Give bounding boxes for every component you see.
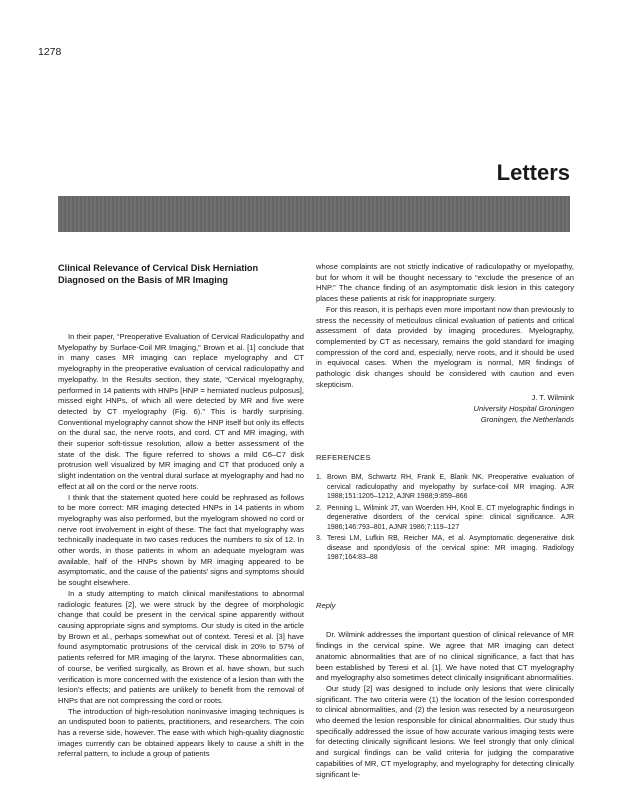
reply-paragraph: Our study [2] was designed to include only lesions that were clinically significant. The two criteria were (1) the location of the lesion corresponded to clinical abnormalities, and (2) the lesion was resected by a neurosurgeon who deemed the lesion responsible for clinical abnormalities. Our study thus specifically addressed the issue of how accurate various imaging tests were for detecting clinically significant lesions. We feel strongly that only clinical and surgical findings can be valid criteria for judging the comparative capabilities of MR, CT myelography, and myelography for detecting clinically significant le- (316, 683, 574, 779)
reference-number: 1. (316, 474, 322, 482)
body-paragraph: whose complaints are not strictly indicative of radiculopathy or myelopathy, but for whom it will be thought necessary to “exclude the presence of an HNP.” The chance finding of an asymptomatic disk lesion in this category places these patients at risk for inappropriate surgery. (316, 262, 574, 304)
body-paragraph: For this reason, it is perhaps even more important now than previously to stress the necessity of meticulous clinical evaluation of patients and critical assessment of data provided by imaging procedures. Myelography, complemented by CT as necessary, remains the gold standard for imaging compression of the cord and, especially, nerve roots, and it should be used in equivocal cases. When the myelogram is normal, MR findings of pathologic disk changes should be considered with caution and even skepticism. (316, 304, 574, 389)
body-paragraph: In their paper, “Preoperative Evaluation of Cervical Radiculopathy and Myelopathy by Surface-Coil MR Imaging,” Brown et al. [1] conclude that in many cases MR imaging can replace myelography and CT myelography in the preoperative evaluation of cervical radiculopathy and myelopathy. In the Results section, they state, “Cervical myelography, performed in 14 patients with HNPs [HNP = herniated nucleus pulposus], missed eight HNPs, of which all were detected by MR and five were detected by CT myelography (Fig. 6).” This is hardly surprising. Conventional myelography cannot show the HNP itself but only its effects on the dural sac, the nerve roots, and cord. CT and MR imaging, with their superior soft-tissue resolution, allow a better assessment of the state of the disk. The figure referred to shows a mild C6–C7 disk protrusion well visualized by MR imaging and CT that produced only a slight indentation on the ventral dural surface at myelography and had no effect at all on the cord or the nerve roots. (58, 332, 304, 491)
reference-text: Penning L, Wilmink JT, van Woerden HH, Knol E. CT myelographic findings in degenerative disorders of the cervical spine: clinical significance. AJR 1986;146:793–801, AJNR 1986;7:119–127 (327, 504, 574, 531)
reply-paragraph: Dr. Wilmink addresses the important question of clinical relevance of MR findings in the cervical spine. We agree that MR imaging can detect anatomic abnormalities that are of no clinical significance, a fact that has been established by Teresi et al. [1]. We have noted that CT myelography and myelography also sometimes detect clinically insignificant abnormalities. (316, 630, 574, 683)
author-affiliation: University Hospital Groningen (473, 404, 574, 414)
reference-item (316, 473, 574, 502)
reference-item (316, 534, 574, 563)
reference-text: Brown BM, Schwartz RH, Frank E, Blank NK. Preoperative evaluation of cervical radiculopathy and myelopathy by surface-coil MR imaging. AJR 1988;151:1205–1212, AJNR 1988;9:859–866 (327, 474, 574, 501)
left-column (58, 262, 304, 760)
reference-item (316, 504, 574, 533)
reply-heading: Reply (316, 600, 336, 610)
references-heading: REFERENCES (316, 452, 371, 462)
section-banner (58, 196, 570, 232)
references-list (316, 473, 574, 563)
reference-number: 2. (316, 504, 322, 512)
author-name: J. T. Wilmink (531, 393, 574, 403)
body-paragraph: The introduction of high-resolution noninvasive imaging techniques is an undisputed boon to patients, practitioners, and researchers. The coin has a reverse side, however. The ease with which high-quality diagnostic images currently can be obtained appears likely to cause a shift in the referral pattern, to include a group of patients (58, 706, 304, 759)
reference-number: 3. (316, 535, 322, 543)
right-column (316, 262, 574, 780)
body-paragraph: In a study attempting to match clinical manifestations to abnormal radiologic features [2], we were struck by the degree of morphologic change that could be present in the cervical spine apparently without causing appropriate signs and symptoms. Our study is cited in the article by Brown et al., perhaps somewhat out of context. Teresi et al. [3] have found asymptomatic protrusions of the cervical disk in 20% to 57% of patients referred for MR imaging of the larynx. These abnormalities can, of course, be verified surgically, as Brown et al. have shown, but such verification is more concerned with the existence of a lesion than with the lesion’s effects; and patients are unlikely to benefit from the removal of HNPs that are not compressing the cord or roots. (58, 588, 304, 705)
author-location: Groningen, the Netherlands (480, 414, 574, 424)
section-title: Letters (496, 160, 570, 185)
reference-text: Teresi LM, Lufkin RB, Reicher MA, et al. Asymptomatic degenerative disk disease and spondylosis of the cervical spine: MR imaging. Radiology 1987;164:83–88 (327, 535, 574, 562)
article-title: Clinical Relevance of Cervical Disk Herniation Diagnosed on the Basis of MR Imaging (58, 263, 259, 285)
page-number: 1278 (38, 46, 62, 58)
body-paragraph: I think that the statement quoted here could be rephrased as follows to be more correct: MR imaging detected HNPs in 14 patients in whom myelography was also performed, but the myelogram showed no cord or nerve root involvement in eight of these. The fact that myelography was technically inadequate in two cases reduces the numbers to six of 12. In other words, in those patients in whom an adequate myelogram was available, half of the HNPs shown by MR imaging appeared to be asymptomatic, and the cause of the patients’ signs and symptoms should be sought elsewhere. (58, 492, 304, 588)
